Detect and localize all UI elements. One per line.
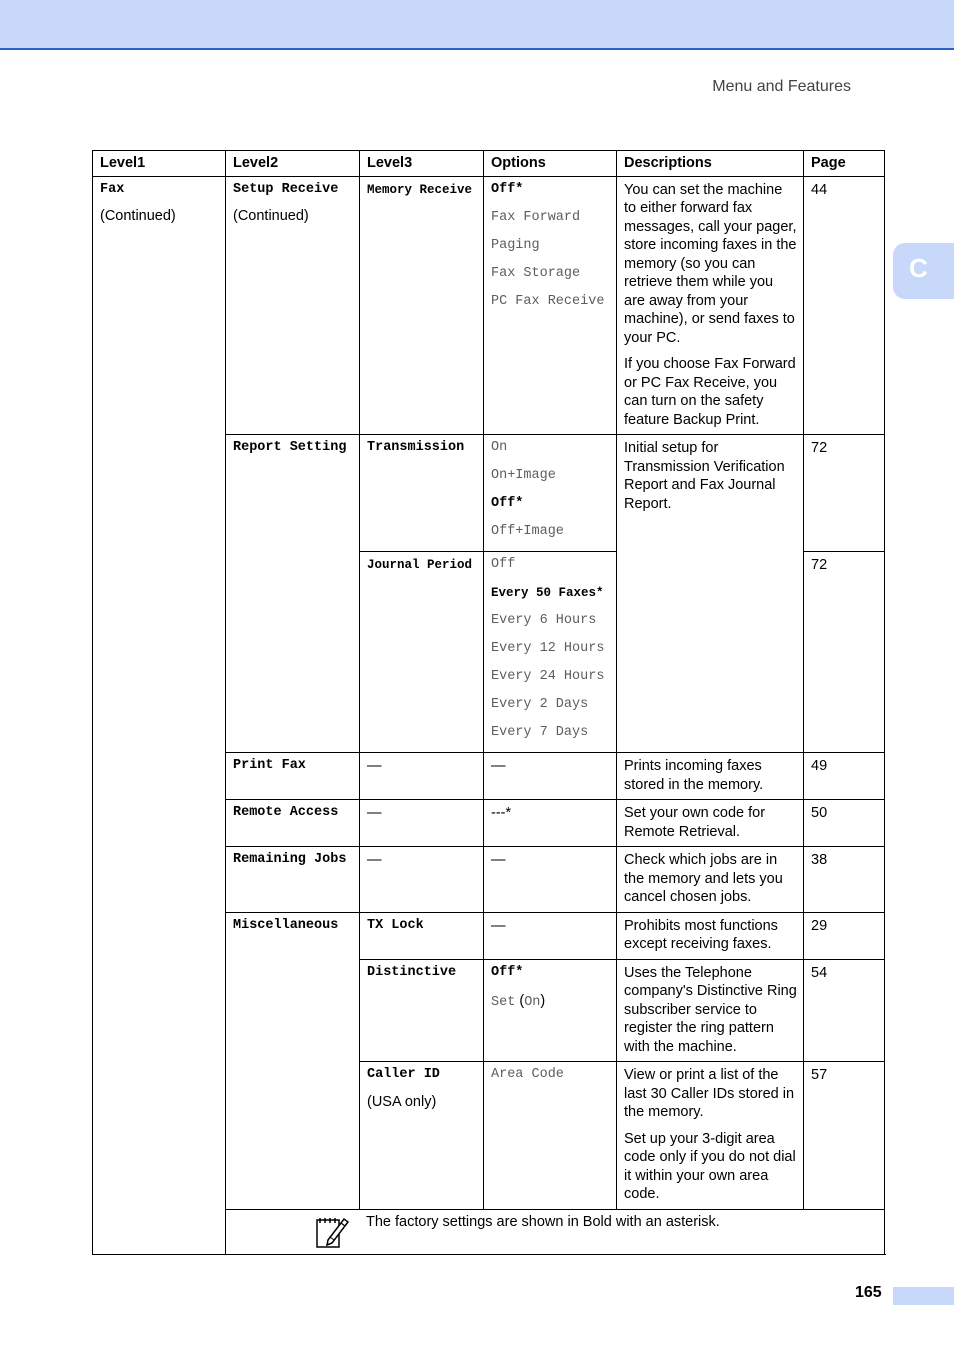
page-cell: 38 xyxy=(804,847,885,913)
option: Area Code xyxy=(491,1067,564,1082)
description-cell: Uses the Telephone company's Distinctive Ring subscriber service to register the ring pattern with the machine. xyxy=(617,959,804,1062)
paren-open: ( xyxy=(519,992,525,1009)
note-pencil-icon xyxy=(314,1214,350,1250)
description-text: If you choose Fax Forward or PC Fax Receive, you can turn on the safety feature Backup Print. xyxy=(624,356,796,428)
level3-name: Caller ID xyxy=(367,1067,440,1082)
page-cell: 29 xyxy=(804,912,885,959)
page-cell: 49 xyxy=(804,753,885,800)
description-cell xyxy=(617,176,804,435)
level3-name: Distinctive xyxy=(367,964,457,980)
options-cell: — xyxy=(484,912,617,959)
running-head: Menu and Features xyxy=(712,78,851,95)
table-header-row xyxy=(93,151,885,177)
level2-name: Print Fax xyxy=(233,758,306,773)
level3-name: Memory Receive xyxy=(367,182,473,197)
level1-cell xyxy=(93,176,226,1254)
level2-name: Setup Receive xyxy=(233,181,339,197)
options-cell xyxy=(484,552,617,753)
option-default: Off* xyxy=(491,181,524,197)
level1-name: Fax xyxy=(100,181,125,197)
page-number: 165 xyxy=(855,1284,882,1301)
level3-name: Journal Period xyxy=(367,558,473,572)
col-header: Descriptions xyxy=(617,151,804,177)
paren-close: ) xyxy=(540,992,546,1009)
options-cell: — xyxy=(484,753,617,800)
option: Every 12 Hours xyxy=(491,641,605,656)
level3-cell: — xyxy=(360,753,484,800)
col-header: Level1 xyxy=(93,151,226,177)
col-header: Level3 xyxy=(360,151,484,177)
level3-name: Transmission xyxy=(367,440,465,455)
option xyxy=(491,987,610,1015)
options-cell xyxy=(484,1062,617,1210)
level1-continued: (Continued) xyxy=(100,208,176,224)
description-text: You can set the machine to either forward fax messages, call your pager, store incoming faxes in the memory (so you can retrieve them while you are away from your machine), or send faxes to your PC. xyxy=(624,181,797,346)
note-text: The factory settings are shown in Bold with an asterisk. xyxy=(366,1213,720,1230)
page-cell: 72 xyxy=(804,435,885,552)
description-cell: Set your own code for Remote Retrieval. xyxy=(617,800,804,847)
page-cell: 72 xyxy=(804,552,885,753)
description-cell: Prints incoming faxes stored in the memory. xyxy=(617,753,804,800)
option: Off+Image xyxy=(491,524,564,539)
level2-cell xyxy=(226,753,360,800)
options-cell: ---* xyxy=(484,800,617,847)
option-default: Off* xyxy=(491,496,524,511)
col-header: Page xyxy=(804,151,885,177)
page-cell: 54 xyxy=(804,959,885,1062)
level2-cell xyxy=(226,912,360,1209)
option: Fax Forward xyxy=(491,209,581,225)
option: Paging xyxy=(491,237,540,253)
option: Every 7 Days xyxy=(491,725,589,740)
option: Every 6 Hours xyxy=(491,613,597,628)
table-row xyxy=(93,176,885,435)
description-cell xyxy=(617,435,804,753)
level3-cell xyxy=(360,912,484,959)
option: Every 24 Hours xyxy=(491,669,605,684)
chapter-tab xyxy=(893,243,954,299)
level3-note: (USA only) xyxy=(367,1093,437,1110)
description-text: Initial setup for Transmission Verification Report and Fax Journal Report. xyxy=(624,440,785,512)
level2-cell xyxy=(226,176,360,435)
level2-name: Remote Access xyxy=(233,805,339,820)
level2-name: Remaining Jobs xyxy=(233,852,347,867)
description-cell: Check which jobs are in the memory and lets you cancel chosen jobs. xyxy=(617,847,804,913)
option: Fax Storage xyxy=(491,265,581,281)
options-cell: — xyxy=(484,847,617,913)
level3-cell xyxy=(360,435,484,552)
level3-cell xyxy=(360,176,484,435)
chapter-tab-letter: C xyxy=(909,253,928,283)
top-header-band xyxy=(0,0,954,50)
description-cell xyxy=(617,1062,804,1210)
option-default: Every 50 Faxes* xyxy=(491,586,604,600)
option: Every 2 Days xyxy=(491,697,589,712)
col-header: Options xyxy=(484,151,617,177)
description-text: Set up your 3-digit area code only if you do not dial it within your own area code. xyxy=(624,1130,796,1202)
page-cell: 57 xyxy=(804,1062,885,1210)
level3-cell: — xyxy=(360,800,484,847)
note-cell xyxy=(226,1209,885,1254)
level3-cell xyxy=(360,1062,484,1210)
page-number-bar xyxy=(893,1287,954,1305)
option: Off xyxy=(491,557,516,572)
page-cell: 44 xyxy=(804,176,885,435)
col-header: Level2 xyxy=(226,151,360,177)
level2-name: Report Setting xyxy=(233,440,347,455)
level2-continued: (Continued) xyxy=(233,208,309,224)
option-on: On xyxy=(524,994,541,1010)
options-cell xyxy=(484,435,617,552)
level2-name: Miscellaneous xyxy=(233,917,339,933)
option-default: Off* xyxy=(491,964,524,980)
option-set: Set xyxy=(491,994,516,1010)
menu-table xyxy=(92,150,885,1255)
level2-cell xyxy=(226,435,360,753)
description-text: View or print a list of the last 30 Caller IDs stored in the memory. xyxy=(624,1067,795,1120)
level3-cell: — xyxy=(360,847,484,913)
page-cell: 50 xyxy=(804,800,885,847)
option: On xyxy=(491,440,508,455)
options-cell xyxy=(484,959,617,1062)
level2-cell xyxy=(226,800,360,847)
level3-cell xyxy=(360,959,484,1062)
option: On+Image xyxy=(491,468,556,483)
option: PC Fax Receive xyxy=(491,293,605,309)
level3-cell xyxy=(360,552,484,753)
level2-cell xyxy=(226,847,360,913)
level3-name: TX Lock xyxy=(367,917,424,933)
description-cell: Prohibits most functions except receiving faxes. xyxy=(617,912,804,959)
options-cell xyxy=(484,176,617,435)
